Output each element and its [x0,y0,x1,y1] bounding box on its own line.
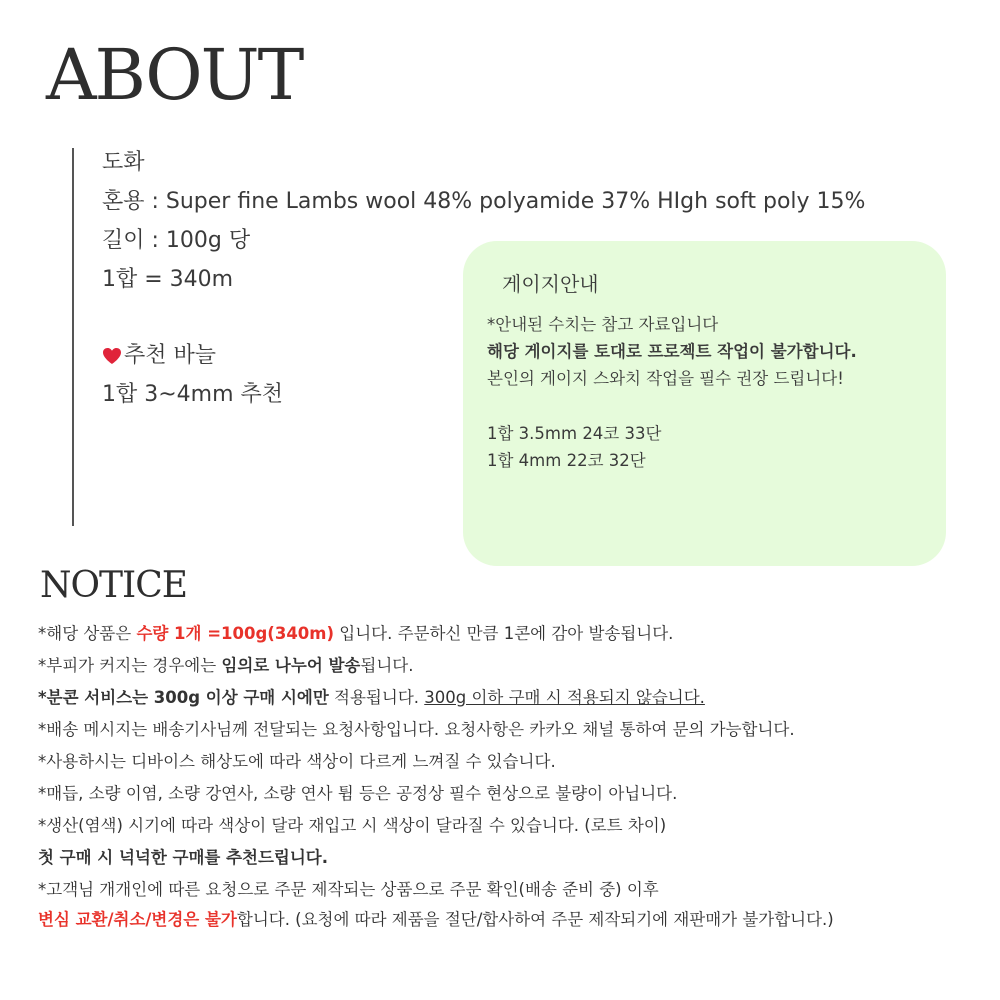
spec-colorway: 도화 [102,150,145,175]
notice-line-no-refund: 변심 교환/취소/변경은 불가합니다. (요청에 따라 제품을 절단/합사하여 주문 제작되기에 재판매가 불가합니다.) [38,910,834,929]
notice-line-display-color: *사용하시는 디바이스 해상도에 따라 색상이 다르게 느껴질 수 있습니다. [38,752,556,771]
notice-line-quantity: *해당 상품은 수량 1개 =100g(340m) 입니다. 주문하신 만큼 1콘에 감아 발송됩니다. [38,624,674,643]
spec-ply: 1합 = 340m [102,267,234,292]
gauge-recommend: 본인의 게이지 스와치 작업을 필수 권장 드립니다! [487,369,844,388]
needle-heading-label: 추천 바늘 [124,343,217,368]
gauge-title: 게이지안내 [502,272,599,296]
needle-heading [102,343,216,369]
about-title: ABOUT [46,34,303,116]
notice-line-custom-order: *고객님 개개인에 따른 요청으로 주문 제작되는 상품으로 주문 확인(배송 준비 중) 이후 [38,880,659,899]
notice-line-split-cone: *분콘 서비스는 300g 이상 구매 시에만 적용됩니다. 300g 이하 구매 시 적용되지 않습니다. [38,688,705,707]
gauge-row: 1합 3.5mm 24코 33단 [487,424,662,443]
notice-line-recommend: 첫 구매 시 넉넉한 구매를 추천드립니다. [38,848,329,867]
needle-value: 1합 3~4mm 추천 [102,382,284,407]
notice-line-defects: *매듭, 소량 이염, 소량 강연사, 소량 연사 튐 등은 공정상 필수 현상으로 불량이 아닙니다. [38,784,678,803]
gauge-row: 1합 4mm 22코 32단 [487,451,646,470]
heart-icon [102,347,118,361]
about-divider [72,148,74,526]
spec-blend: 혼용 : Super fine Lambs wool 48% polyamide 37% HIgh soft poly 15% [102,189,866,214]
gauge-note: *안내된 수치는 참고 자료입니다 [487,315,719,334]
notice-line-volume: *부피가 커지는 경우에는 임의로 나누어 발송됩니다. [38,656,414,675]
notice-line-lot: *생산(염색) 시기에 따라 색상이 달라 재입고 시 색상이 달라질 수 있습니다. (로트 차이) [38,816,667,835]
spec-length: 길이 : 100g 당 [102,228,251,253]
notice-title: NOTICE [40,565,188,606]
gauge-warning: 해당 게이지를 토대로 프로젝트 작업이 불가합니다. [487,342,857,361]
notice-line-delivery-message: *배송 메시지는 배송기사님께 전달되는 요청사항입니다. 요청사항은 카카오 채널 통하여 문의 가능합니다. [38,720,795,739]
